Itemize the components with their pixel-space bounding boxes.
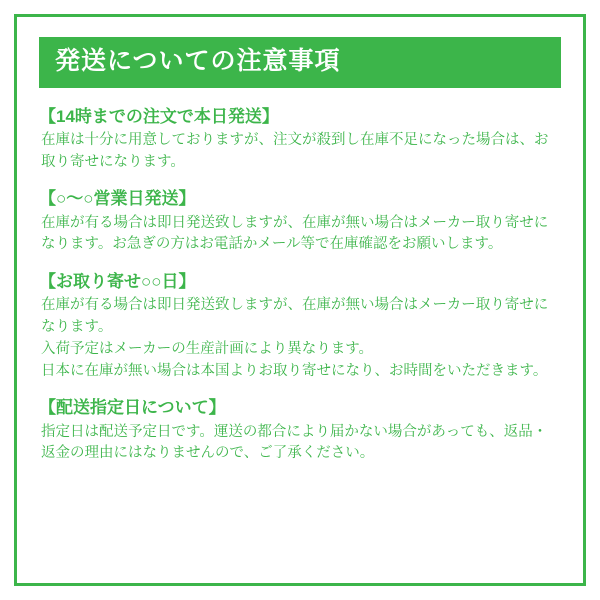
notice-frame (14, 14, 586, 586)
section-heading: 【お取り寄せ○○日】 (39, 272, 196, 291)
section-paragraph: 指定日は配送予定日です。運送の都合により届かない場合があっても、返品・返金の理由にはなりませんので、ご了承ください。 (41, 423, 548, 462)
section-delivery-date (39, 397, 561, 465)
section-body (39, 422, 561, 466)
section-body (39, 213, 561, 257)
section-heading: 【配送指定日について】 (39, 398, 226, 418)
section-paragraph: 入荷予定はメーカーの生産計画により異なります。 (41, 340, 374, 357)
section-heading: 【○〜○営業日発送】 (39, 189, 196, 209)
section-same-day-shipping (39, 106, 561, 174)
section-backorder (39, 271, 561, 382)
section-body (39, 295, 561, 382)
section-heading: 【14時までの注文で本日発送】 (39, 106, 279, 126)
section-business-day-shipping (39, 188, 561, 256)
section-paragraph: 在庫が有る場合は即日発送致しますが、在庫が無い場合はメーカー取り寄せになります。 (41, 297, 549, 335)
section-paragraph: 在庫は十分に用意しておりますが、注文が殺到し在庫不足になった場合は、お取り寄せになります。 (41, 131, 549, 170)
section-paragraph: 日本に在庫が無い場合は本国よりお取り寄せになり、お時間をいただきます。 (41, 362, 548, 379)
page-title: 発送についての注意事項 (39, 37, 561, 88)
section-paragraph: 在庫が有る場合は即日発送致しますが、在庫が無い場合はメーカー取り寄せになります。お急ぎの方はお電話かメール等で在庫確認をお願いします。 (41, 214, 549, 253)
section-body (39, 130, 561, 174)
